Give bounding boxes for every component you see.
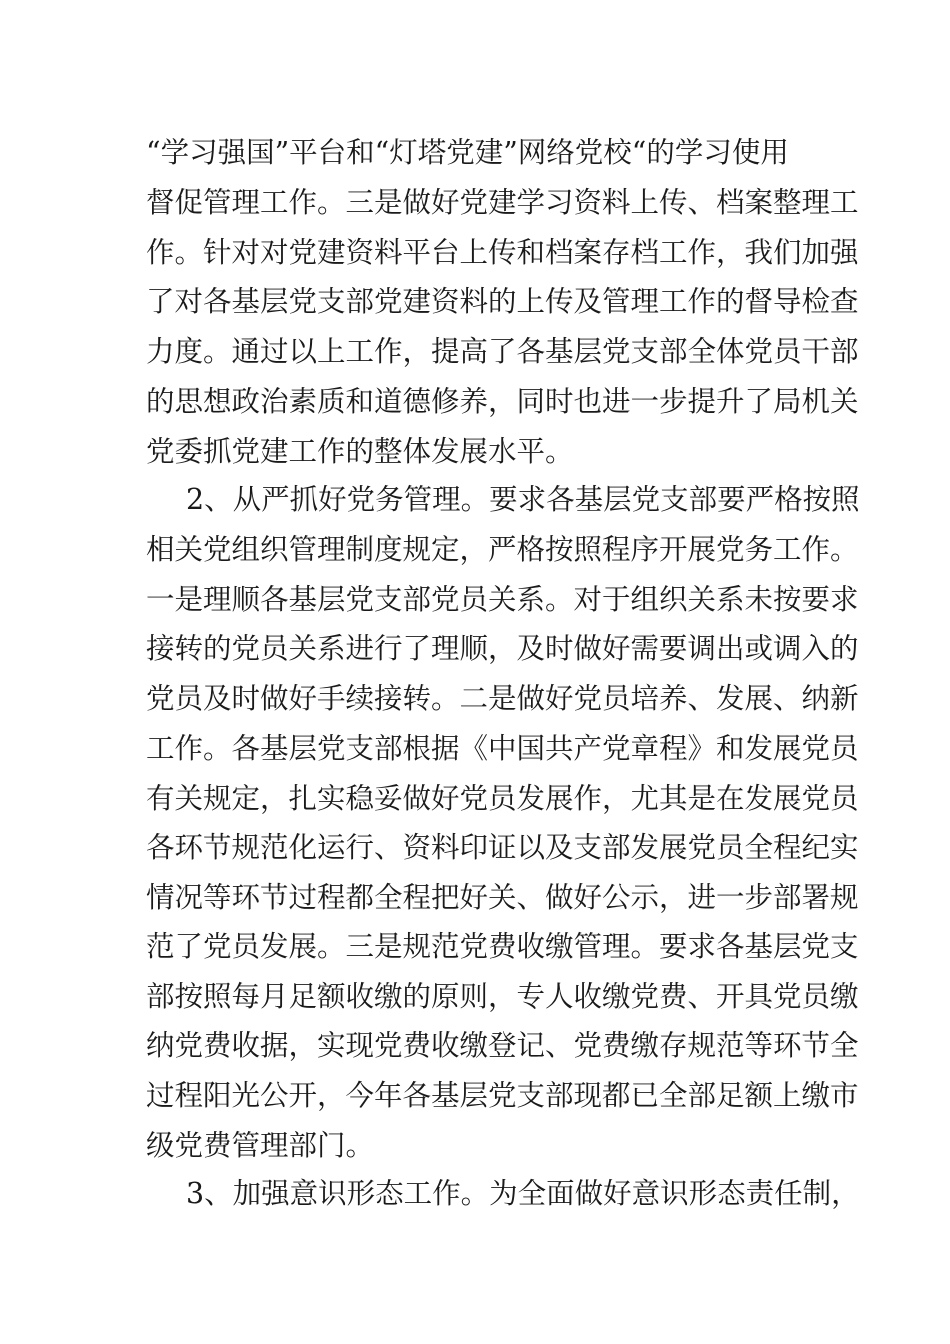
text-line: 党员及时做好手续接转。二是做好党员培养、发展、纳新: [146, 682, 859, 715]
text-line: 督促管理工作。三是做好党建学习资料上传、档案整理工: [146, 186, 859, 219]
text-line: 情况等环节过程都全程把好关、做好公示，进一步部署规: [146, 881, 859, 914]
text-line: 过程阳光公开，今年各基层党支部现都已全部足额上缴市: [146, 1079, 859, 1112]
text-line: 部按照每月足额收缴的原则，专人收缴党费、开具党员缴: [146, 980, 859, 1013]
paragraph-2-first-line: 2、从严抓好党务管理。要求各基层党支部要严格按照: [186, 483, 860, 516]
paragraph-3-first-line: 3、加强意识形态工作。为全面做好意识形态责任制，: [186, 1177, 860, 1210]
text-line: 接转的党员关系进行了理顺，及时做好需要调出或调入的: [146, 632, 859, 665]
text-line: 相关党组织管理制度规定，严格按照程序开展党务工作。: [146, 533, 859, 566]
text-line: 力度。通过以上工作，提高了各基层党支部全体党员干部: [146, 335, 859, 368]
text-line: 的思想政治素质和道德修养，同时也进一步提升了局机关: [146, 385, 859, 418]
text-line: “学习强国”平台和“灯塔党建”网络党校“的学习使用: [146, 136, 789, 169]
text-line: 各环节规范化运行、资料印证以及支部发展党员全程纪实: [146, 831, 859, 864]
text-line: 了对各基层党支部党建资料的上传及管理工作的督导检查: [146, 285, 859, 318]
text-line: 党委抓党建工作的整体发展水平。: [146, 435, 574, 468]
text-line: 有关规定，扎实稳妥做好党员发展作，尤其是在发展党员: [146, 782, 859, 815]
text-line: 工作。各基层党支部根据《中国共产党章程》和发展党员: [146, 732, 859, 765]
text-line: 纳党费收据，实现党费收缴登记、党费缴存规范等环节全: [146, 1029, 859, 1062]
text-line: 级党费管理部门。: [146, 1129, 375, 1162]
text-line: 作。针对对党建资料平台上传和档案存档工作，我们加强: [146, 236, 859, 269]
text-line: 一是理顺各基层党支部党员关系。对于组织关系未按要求: [146, 583, 859, 616]
text-line: 范了党员发展。三是规范党费收缴管理。要求各基层党支: [146, 930, 859, 963]
